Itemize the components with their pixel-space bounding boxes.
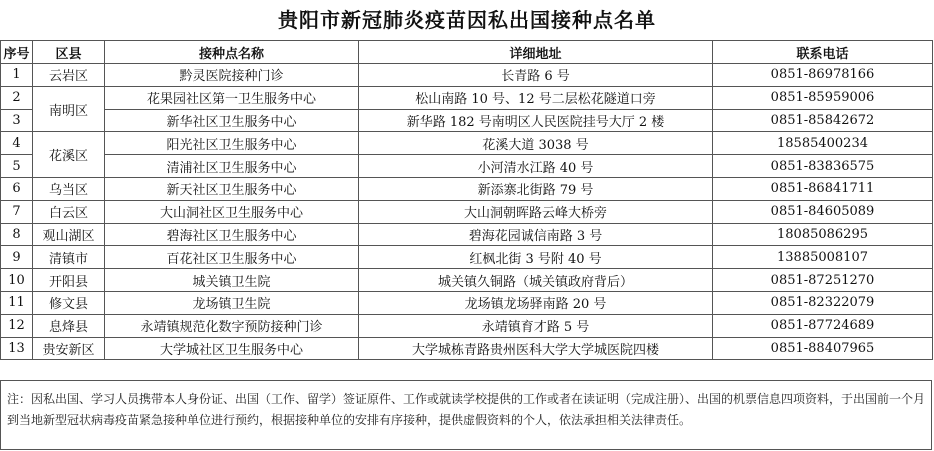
header-cell-site-name: 接种点名称 bbox=[105, 41, 359, 64]
district-cell: 白云区 bbox=[33, 200, 105, 223]
site-name-cell: 新华社区卫生服务中心 bbox=[105, 109, 359, 132]
district-cell: 息烽县 bbox=[33, 314, 105, 337]
site-name-cell: 大学城社区卫生服务中心 bbox=[105, 337, 359, 360]
site-name-cell: 大山洞社区卫生服务中心 bbox=[105, 200, 359, 223]
district-cell: 修文县 bbox=[33, 291, 105, 314]
phone-cell: 13885008107 bbox=[713, 246, 933, 269]
phone-cell: 0851-84605089 bbox=[713, 200, 933, 223]
table-row bbox=[1, 109, 933, 132]
row-number-cell: 3 bbox=[1, 109, 33, 132]
address-cell: 长青路 6 号 bbox=[359, 64, 713, 87]
row-number-cell: 9 bbox=[1, 246, 33, 269]
table-row bbox=[1, 86, 933, 109]
address-cell: 大学城栋青路贵州医科大学大学城医院四楼 bbox=[359, 337, 713, 360]
header-cell-number: 序号 bbox=[1, 41, 33, 64]
header-cell-address: 详细地址 bbox=[359, 41, 713, 64]
phone-cell: 0851-88407965 bbox=[713, 337, 933, 360]
header-cell-district: 区县 bbox=[33, 41, 105, 64]
row-number-cell: 11 bbox=[1, 291, 33, 314]
row-number-cell: 10 bbox=[1, 269, 33, 292]
site-name-cell: 黔灵医院接种门诊 bbox=[105, 64, 359, 87]
phone-cell: 0851-87251270 bbox=[713, 269, 933, 292]
phone-cell: 0851-85959006 bbox=[713, 86, 933, 109]
header-cell-phone: 联系电话 bbox=[713, 41, 933, 64]
row-number-cell: 4 bbox=[1, 132, 33, 155]
address-cell: 大山洞朝晖路云峰大桥旁 bbox=[359, 200, 713, 223]
row-number-cell: 13 bbox=[1, 337, 33, 360]
site-name-cell: 龙场镇卫生院 bbox=[105, 291, 359, 314]
address-cell: 松山南路 10 号、12 号二层松花隧道口旁 bbox=[359, 86, 713, 109]
district-cell: 花溪区 bbox=[33, 132, 105, 178]
row-number-cell: 5 bbox=[1, 155, 33, 178]
district-cell: 观山湖区 bbox=[33, 223, 105, 246]
district-cell: 乌当区 bbox=[33, 177, 105, 200]
row-number-cell: 8 bbox=[1, 223, 33, 246]
site-name-cell: 清浦社区卫生服务中心 bbox=[105, 155, 359, 178]
table-body bbox=[1, 64, 933, 360]
table-header-row bbox=[1, 41, 933, 64]
site-name-cell: 百花社区卫生服务中心 bbox=[105, 246, 359, 269]
address-cell: 小河清水江路 40 号 bbox=[359, 155, 713, 178]
phone-cell: 0851-86978166 bbox=[713, 64, 933, 87]
vaccination-sites-table bbox=[0, 40, 933, 360]
footnote: 注：因私出国、学习人员携带本人身份证、出国（工作、留学）签证原件、工作或就读学校提供的工作或者在读证明（完成注册）、出国的机票信息四项资料，于出国前一个月到当地新型冠状病毒疫苗紧急接种单位进行预约，根据接种单位的安排有序接种，提供虚假资料的个人，依法承担相关法律责任。 bbox=[0, 380, 932, 450]
site-name-cell: 新天社区卫生服务中心 bbox=[105, 177, 359, 200]
row-number-cell: 1 bbox=[1, 64, 33, 87]
table-row bbox=[1, 314, 933, 337]
district-cell: 开阳县 bbox=[33, 269, 105, 292]
address-cell: 花溪大道 3038 号 bbox=[359, 132, 713, 155]
table-row bbox=[1, 177, 933, 200]
site-name-cell: 花果园社区第一卫生服务中心 bbox=[105, 86, 359, 109]
table-row bbox=[1, 269, 933, 292]
row-number-cell: 6 bbox=[1, 177, 33, 200]
address-cell: 新添寨北街路 79 号 bbox=[359, 177, 713, 200]
table-row bbox=[1, 291, 933, 314]
address-cell: 永靖镇育才路 5 号 bbox=[359, 314, 713, 337]
district-cell: 南明区 bbox=[33, 86, 105, 132]
phone-cell: 0851-82322079 bbox=[713, 291, 933, 314]
table-row bbox=[1, 132, 933, 155]
address-cell: 龙场镇龙场驿南路 20 号 bbox=[359, 291, 713, 314]
address-cell: 城关镇久铜路（城关镇政府背后） bbox=[359, 269, 713, 292]
row-number-cell: 2 bbox=[1, 86, 33, 109]
site-name-cell: 城关镇卫生院 bbox=[105, 269, 359, 292]
table-row bbox=[1, 223, 933, 246]
address-cell: 红枫北街 3 号附 40 号 bbox=[359, 246, 713, 269]
phone-cell: 0851-86841711 bbox=[713, 177, 933, 200]
district-cell: 云岩区 bbox=[33, 64, 105, 87]
table-row bbox=[1, 200, 933, 223]
document-title: 贵阳市新冠肺炎疫苗因私出国接种点名单 bbox=[278, 8, 656, 32]
site-name-cell: 永靖镇规范化数字预防接种门诊 bbox=[105, 314, 359, 337]
phone-cell: 0851-87724689 bbox=[713, 314, 933, 337]
row-number-cell: 7 bbox=[1, 200, 33, 223]
table-row bbox=[1, 337, 933, 360]
district-cell: 清镇市 bbox=[33, 246, 105, 269]
table-row bbox=[1, 64, 933, 87]
row-number-cell: 12 bbox=[1, 314, 33, 337]
phone-cell: 0851-85842672 bbox=[713, 109, 933, 132]
phone-cell: 0851-83836575 bbox=[713, 155, 933, 178]
site-name-cell: 碧海社区卫生服务中心 bbox=[105, 223, 359, 246]
district-cell: 贵安新区 bbox=[33, 337, 105, 360]
address-cell: 新华路 182 号南明区人民医院挂号大厅 2 楼 bbox=[359, 109, 713, 132]
site-name-cell: 阳光社区卫生服务中心 bbox=[105, 132, 359, 155]
table-row bbox=[1, 155, 933, 178]
phone-cell: 18085086295 bbox=[713, 223, 933, 246]
phone-cell: 18585400234 bbox=[713, 132, 933, 155]
address-cell: 碧海花园诚信南路 3 号 bbox=[359, 223, 713, 246]
table-row bbox=[1, 246, 933, 269]
